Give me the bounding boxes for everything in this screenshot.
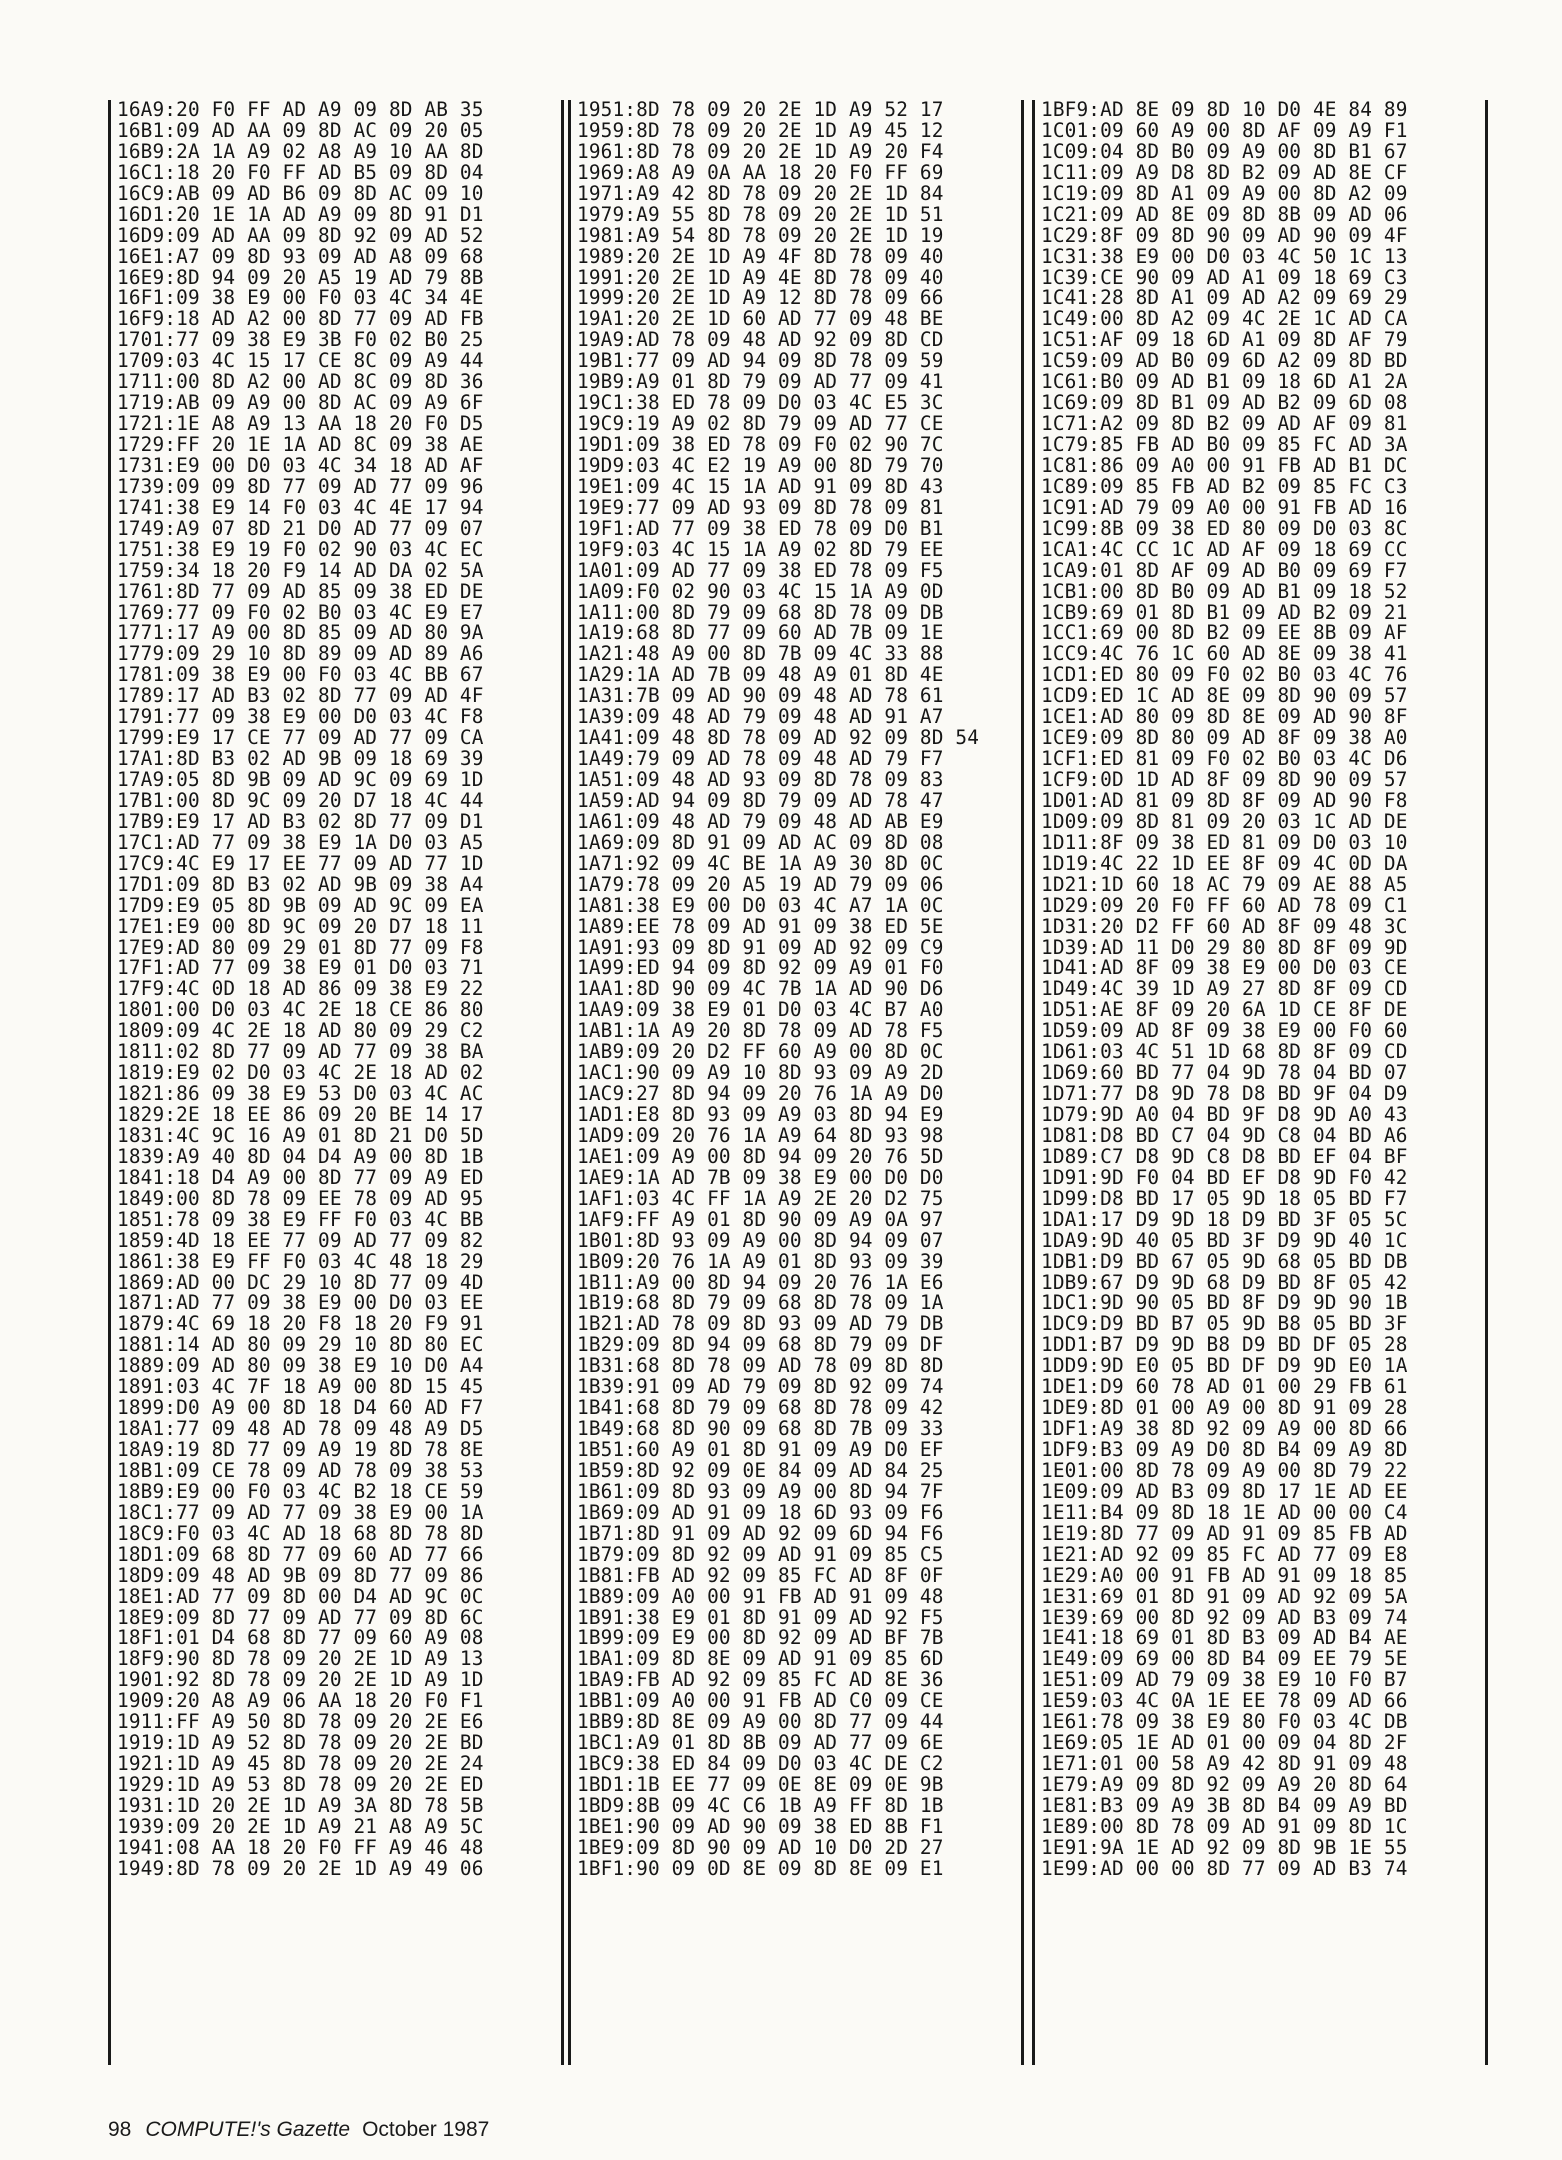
- listing-line: 1C71:A2 09 8D B2 09 AD AF 09 81: [1041, 412, 1408, 436]
- listing-line: 16D1:20 1E 1A AD A9 09 8D 91 D1: [117, 202, 484, 226]
- listing-line: 1E99:AD 00 00 8D 77 09 AD B3 74: [1041, 1856, 1408, 1880]
- listing-line: 1AD9:09 20 76 1A A9 64 8D 93 98: [577, 1123, 944, 1147]
- listing-line: 1DF9:B3 09 A9 D0 8D B4 09 A9 8D: [1041, 1438, 1408, 1461]
- listing-line: 18E9:09 8D 77 09 AD 77 09 8D 6C: [117, 1605, 484, 1629]
- listing-line: 1969:A8 A9 0A AA 18 20 F0 FF 69: [577, 160, 944, 184]
- listing-line: 18D9:09 48 AD 9B 09 8D 77 09 86: [117, 1563, 484, 1587]
- listing-line: 1A41:09 48 8D 78 09 AD 92 09 8D 54: [577, 726, 980, 750]
- listing-line: 1791:77 09 38 E9 00 D0 03 4C F8: [117, 705, 484, 729]
- listing-line: 1CF1:ED 81 09 F0 02 B0 03 4C D6: [1041, 747, 1408, 771]
- listing-line: 1711:00 8D A2 00 AD 8C 09 8D 36: [117, 370, 484, 394]
- listing-line: 16A9:20 F0 FF AD A9 09 8D AB 35: [117, 100, 484, 121]
- listing-line: 1AE9:1A AD 7B 09 38 E9 00 D0 D0: [577, 1165, 944, 1189]
- listing-line: 1DB9:67 D9 9D 68 D9 BD 8F 05 42: [1041, 1270, 1408, 1294]
- listing-line: 1AF9:FF A9 01 8D 90 09 A9 0A 97: [577, 1207, 944, 1231]
- listing-line: 1E09:09 AD B3 09 8D 17 1E AD EE: [1041, 1479, 1408, 1503]
- listing-line: 1E59:03 4C 0A 1E EE 78 09 AD 66: [1041, 1689, 1408, 1713]
- listing-line: 1BC1:A9 01 8D 8B 09 AD 77 09 6E: [577, 1731, 944, 1755]
- listing-line: 1E91:9A 1E AD 92 09 8D 9B 1E 55: [1041, 1835, 1408, 1859]
- listing-line: 1BB9:8D 8E 09 A9 00 8D 77 09 44: [577, 1710, 944, 1734]
- listing-line: 1771:17 A9 00 8D 85 09 AD 80 9A: [117, 621, 484, 645]
- listing-line: 16C9:AB 09 AD B6 09 8D AC 09 10: [117, 181, 484, 205]
- listing-line: 1B21:AD 78 09 8D 93 09 AD 79 DB: [577, 1312, 944, 1336]
- listing-line: 1779:09 29 10 8D 89 09 AD 89 A6: [117, 642, 484, 666]
- listing-column-1: [108, 100, 564, 2065]
- listing-line: 1879:4C 69 18 20 F8 18 20 F9 91: [117, 1312, 484, 1336]
- listing-line: 1C91:AD 79 09 A0 00 91 FB AD 16: [1041, 495, 1408, 519]
- listing-line: 1A99:ED 94 09 8D 92 09 A9 01 F0: [577, 956, 944, 980]
- listing-line: 1BD9:8B 09 4C C6 1B A9 FF 8D 1B: [577, 1793, 944, 1817]
- listing-line: 1DD1:B7 D9 9D B8 D9 BD DF 05 28: [1041, 1333, 1408, 1357]
- listing-line: 18B9:E9 00 F0 03 4C B2 18 CE 59: [117, 1479, 484, 1503]
- listing-line: 1C89:09 85 FB AD B2 09 85 FC C3: [1041, 474, 1408, 498]
- listing-line: 1AC9:27 8D 94 09 20 76 1A A9 D0: [577, 1082, 944, 1106]
- listing-line: 1B51:60 A9 01 8D 91 09 A9 D0 EF: [577, 1438, 944, 1461]
- listing-line: 17B9:E9 17 AD B3 02 8D 77 09 D1: [117, 809, 484, 833]
- listing-line: 1AA9:09 38 E9 01 D0 03 4C B7 A0: [577, 998, 944, 1022]
- listing-line: 1A59:AD 94 09 8D 79 09 AD 78 47: [577, 788, 944, 812]
- listing-line: 1749:A9 07 8D 21 D0 AD 77 09 07: [117, 516, 484, 540]
- listing-line: 1BC9:38 ED 84 09 D0 03 4C DE C2: [577, 1752, 944, 1776]
- listing-line: 1A31:7B 09 AD 90 09 48 AD 78 61: [577, 684, 944, 708]
- listing-line: 1D51:AE 8F 09 20 6A 1D CE 8F DE: [1041, 998, 1408, 1022]
- listing-line: 1B59:8D 92 09 0E 84 09 AD 84 25: [577, 1458, 944, 1482]
- listing-line: 1C61:B0 09 AD B1 09 18 6D A1 2A: [1041, 370, 1408, 394]
- listing-line: 1C41:28 8D A1 09 AD A2 09 69 29: [1041, 286, 1408, 310]
- listing-line: 1D61:03 4C 51 1D 68 8D 8F 09 CD: [1041, 1040, 1408, 1064]
- listing-line: 1B09:20 76 1A A9 01 8D 93 09 39: [577, 1249, 944, 1273]
- listing-line: 1A51:09 48 AD 93 09 8D 78 09 83: [577, 768, 944, 791]
- listing-line: 1861:38 E9 FF F0 03 4C 48 18 29: [117, 1249, 484, 1273]
- magazine-title: COMPUTE!'s Gazette: [145, 2118, 351, 2141]
- listing-line: 1901:92 8D 78 09 20 2E 1D A9 1D: [117, 1668, 484, 1692]
- listing-line: 1B79:09 8D 92 09 AD 91 09 85 C5: [577, 1542, 944, 1566]
- listing-line: 16F9:18 AD A2 00 8D 77 09 AD FB: [117, 307, 484, 331]
- listing-line: 1B19:68 8D 79 09 68 8D 78 09 1A: [577, 1291, 944, 1315]
- listing-line: 18A9:19 8D 77 09 A9 19 8D 78 8E: [117, 1438, 484, 1461]
- listing-line: 1DE1:D9 60 78 AD 01 00 29 FB 61: [1041, 1375, 1408, 1399]
- listing-line: 1799:E9 17 CE 77 09 AD 77 09 CA: [117, 726, 484, 750]
- listing-line: 1CC9:4C 76 1C 60 AD 8E 09 38 41: [1041, 642, 1408, 666]
- listing-line: 1839:A9 40 8D 04 D4 A9 00 8D 1B: [117, 1144, 484, 1168]
- listing-line: 1A09:F0 02 90 03 4C 15 1A A9 0D: [577, 579, 944, 603]
- listing-line: 1B69:09 AD 91 09 18 6D 93 09 F6: [577, 1500, 944, 1524]
- listing-line: 1E79:A9 09 8D 92 09 A9 20 8D 64: [1041, 1773, 1408, 1796]
- listing-line: 1AE1:09 A9 00 8D 94 09 20 76 5D: [577, 1144, 944, 1168]
- listing-line: 1D29:09 20 F0 FF 60 AD 78 09 C1: [1041, 893, 1408, 917]
- listing-line: 1921:1D A9 45 8D 78 09 20 2E 24: [117, 1752, 484, 1776]
- listing-line: 18E1:AD 77 09 8D 00 D4 AD 9C 0C: [117, 1584, 484, 1608]
- listing-line: 19A1:20 2E 1D 60 AD 77 09 48 BE: [577, 307, 944, 331]
- listing-line: 1A79:78 09 20 A5 19 AD 79 09 06: [577, 872, 944, 896]
- listing-line: 1811:02 8D 77 09 AD 77 09 38 BA: [117, 1040, 484, 1064]
- listing-line: 1C01:09 60 A9 00 8D AF 09 A9 F1: [1041, 118, 1408, 142]
- issue-date: October 1987: [362, 2118, 490, 2141]
- page-number: 98: [108, 2118, 132, 2141]
- listing-line: 1D11:8F 09 38 ED 81 09 D0 03 10: [1041, 830, 1408, 854]
- listing-line: 1DF1:A9 38 8D 92 09 A9 00 8D 66: [1041, 1417, 1408, 1441]
- listing-line: 19D9:03 4C E2 19 A9 00 8D 79 70: [577, 453, 944, 477]
- listing-line: 1931:1D 20 2E 1D A9 3A 8D 78 5B: [117, 1793, 484, 1817]
- listing-line: 1D89:C7 D8 9D C8 D8 BD EF 04 BF: [1041, 1144, 1408, 1168]
- listing-line: 1A39:09 48 AD 79 09 48 AD 91 A7: [577, 705, 944, 729]
- listing-line: 1CD9:ED 1C AD 8E 09 8D 90 09 57: [1041, 684, 1408, 708]
- listing-line: 1949:8D 78 09 20 2E 1D A9 49 06: [117, 1856, 484, 1880]
- listing-line: 1E29:A0 00 91 FB AD 91 09 18 85: [1041, 1563, 1408, 1587]
- listing-line: 1709:03 4C 15 17 CE 8C 09 A9 44: [117, 349, 484, 373]
- listing-line: 1CE1:AD 80 09 8D 8E 09 AD 90 8F: [1041, 705, 1408, 729]
- listing-line: 1789:17 AD B3 02 8D 77 09 AD 4F: [117, 684, 484, 708]
- listing-line: 1D41:AD 8F 09 38 E9 00 D0 03 CE: [1041, 956, 1408, 980]
- listing-line: 1871:AD 77 09 38 E9 00 D0 03 EE: [117, 1291, 484, 1315]
- listing-line: 1D49:4C 39 1D A9 27 8D 8F 09 CD: [1041, 977, 1408, 1001]
- listing-line: 1B49:68 8D 90 09 68 8D 7B 09 33: [577, 1417, 944, 1441]
- listing-line: 1849:00 8D 78 09 EE 78 09 AD 95: [117, 1186, 484, 1210]
- listing-line: 1891:03 4C 7F 18 A9 00 8D 15 45: [117, 1375, 484, 1399]
- listing-line: 1841:18 D4 A9 00 8D 77 09 A9 ED: [117, 1165, 484, 1189]
- listing-line: 1929:1D A9 53 8D 78 09 20 2E ED: [117, 1773, 484, 1796]
- listing-line: 1C59:09 AD B0 09 6D A2 09 8D BD: [1041, 349, 1408, 373]
- listing-line: 1E39:69 00 8D 92 09 AD B3 09 74: [1041, 1605, 1408, 1629]
- listing-line: 19F1:AD 77 09 38 ED 78 09 D0 B1: [577, 516, 944, 540]
- listing-line: 17C9:4C E9 17 EE 77 09 AD 77 1D: [117, 851, 484, 875]
- listing-line: 1A69:09 8D 91 09 AD AC 09 8D 08: [577, 830, 944, 854]
- listing-line: 19E1:09 4C 15 1A AD 91 09 8D 43: [577, 474, 944, 498]
- listing-line: 1D01:AD 81 09 8D 8F 09 AD 90 F8: [1041, 788, 1408, 812]
- listing-line: 1D31:20 D2 FF 60 AD 8F 09 48 3C: [1041, 914, 1408, 938]
- listing-line: 1B01:8D 93 09 A9 00 8D 94 09 07: [577, 1228, 944, 1252]
- listing-line: 18C1:77 09 AD 77 09 38 E9 00 1A: [117, 1500, 484, 1524]
- listing-line: 1E51:09 AD 79 09 38 E9 10 F0 B7: [1041, 1668, 1408, 1692]
- listing-line: 1C79:85 FB AD B0 09 85 FC AD 3A: [1041, 433, 1408, 456]
- listing-line: 1909:20 A8 A9 06 AA 18 20 F0 F1: [117, 1689, 484, 1713]
- listing-line: 1851:78 09 38 E9 FF F0 03 4C BB: [117, 1207, 484, 1231]
- listing-line: 1D91:9D F0 04 BD EF D8 9D F0 42: [1041, 1165, 1408, 1189]
- listing-line: 1E89:00 8D 78 09 AD 91 09 8D 1C: [1041, 1814, 1408, 1838]
- listing-line: 18F1:01 D4 68 8D 77 09 60 A9 08: [117, 1626, 484, 1650]
- listing-line: 1D09:09 8D 81 09 20 03 1C AD DE: [1041, 809, 1408, 833]
- listing-line: 17A9:05 8D 9B 09 AD 9C 09 69 1D: [117, 768, 484, 791]
- listing-line: 1AF1:03 4C FF 1A A9 2E 20 D2 75: [577, 1186, 944, 1210]
- listing-line: 1739:09 09 8D 77 09 AD 77 09 96: [117, 474, 484, 498]
- listing-line: 1BF9:AD 8E 09 8D 10 D0 4E 84 89: [1041, 100, 1408, 121]
- listing-line: 1A81:38 E9 00 D0 03 4C A7 1A 0C: [577, 893, 944, 917]
- listing-line: 1701:77 09 38 E9 3B F0 02 B0 25: [117, 328, 484, 352]
- listing-line: 1881:14 AD 80 09 29 10 8D 80 EC: [117, 1333, 484, 1357]
- listing-line: 1819:E9 02 D0 03 4C 2E 18 AD 02: [117, 1061, 484, 1085]
- listing-line: 1C19:09 8D A1 09 A9 00 8D A2 09: [1041, 181, 1408, 205]
- listing-line: 1DC9:D9 BD B7 05 9D B8 05 BD 3F: [1041, 1312, 1408, 1336]
- listing-line: 1E71:01 00 58 A9 42 8D 91 09 48: [1041, 1752, 1408, 1776]
- listing-line: 1DC1:9D 90 05 BD 8F D9 9D 90 1B: [1041, 1291, 1408, 1315]
- listing-line: 1A19:68 8D 77 09 60 AD 7B 09 1E: [577, 621, 944, 645]
- listing-line: 1AA1:8D 90 09 4C 7B 1A AD 90 D6: [577, 977, 944, 1001]
- listing-line: 1CF9:0D 1D AD 8F 09 8D 90 09 57: [1041, 768, 1408, 791]
- listing-line: 1C99:8B 09 38 ED 80 09 D0 03 8C: [1041, 516, 1408, 540]
- listing-line: 1DE9:8D 01 00 A9 00 8D 91 09 28: [1041, 1396, 1408, 1420]
- listing-line: 19A9:AD 78 09 48 AD 92 09 8D CD: [577, 328, 944, 352]
- listing-line: 1C39:CE 90 09 AD A1 09 18 69 C3: [1041, 265, 1408, 289]
- listing-line: 1781:09 38 E9 00 F0 03 4C BB 67: [117, 663, 484, 687]
- listing-line: 1E19:8D 77 09 AD 91 09 85 FB AD: [1041, 1521, 1408, 1545]
- listing-line: 1B41:68 8D 79 09 68 8D 78 09 42: [577, 1396, 944, 1420]
- listing-line: 1731:E9 00 D0 03 4C 34 18 AD AF: [117, 453, 484, 477]
- listing-line: 16D9:09 AD AA 09 8D 92 09 AD 52: [117, 223, 484, 247]
- listing-line: 18A1:77 09 48 AD 78 09 48 A9 D5: [117, 1417, 484, 1441]
- listing-line: 1889:09 AD 80 09 38 E9 10 D0 A4: [117, 1354, 484, 1378]
- listing-line: 17F1:AD 77 09 38 E9 01 D0 03 71: [117, 956, 484, 980]
- listing-line: 1DA9:9D 40 05 BD 3F D9 9D 40 1C: [1041, 1228, 1408, 1252]
- listing-line: 1AB9:09 20 D2 FF 60 A9 00 8D 0C: [577, 1040, 944, 1064]
- listing-line: 1AD1:E8 8D 93 09 A9 03 8D 94 E9: [577, 1103, 944, 1126]
- listing-line: 1E01:00 8D 78 09 A9 00 8D 79 22: [1041, 1458, 1408, 1482]
- listing-line: 16E1:A7 09 8D 93 09 AD A8 09 68: [117, 244, 484, 268]
- listing-line: 1979:A9 55 8D 78 09 20 2E 1D 51: [577, 202, 944, 226]
- listing-line: 1B91:38 E9 01 8D 91 09 AD 92 F5: [577, 1605, 944, 1629]
- listing-line: 1759:34 18 20 F9 14 AD DA 02 5A: [117, 558, 484, 582]
- listing-line: 1831:4C 9C 16 A9 01 8D 21 D0 5D: [117, 1123, 484, 1147]
- listing-line: 1C69:09 8D B1 09 AD B2 09 6D 08: [1041, 391, 1408, 415]
- listing-line: 16B9:2A 1A A9 02 A8 A9 10 AA 8D: [117, 139, 484, 163]
- listing-line: 1BD1:1B EE 77 09 0E 8E 09 0E 9B: [577, 1773, 944, 1796]
- listing-line: 16C1:18 20 F0 FF AD B5 09 8D 04: [117, 160, 484, 184]
- listing-line: 1751:38 E9 19 F0 02 90 03 4C EC: [117, 537, 484, 561]
- listing-column-3: [1032, 100, 1488, 2065]
- listing-line: 1829:2E 18 EE 86 09 20 BE 14 17: [117, 1103, 484, 1126]
- listing-line: 17E1:E9 00 8D 9C 09 20 D7 18 11: [117, 914, 484, 938]
- listing-line: 1BE9:09 8D 90 09 AD 10 D0 2D 27: [577, 1835, 944, 1859]
- listing-line: 1BF1:90 09 0D 8E 09 8D 8E 09 E1: [577, 1856, 944, 1880]
- listing-line: 1C51:AF 09 18 6D A1 09 8D AF 79: [1041, 328, 1408, 352]
- listing-line: 1A49:79 09 AD 78 09 48 AD 79 F7: [577, 747, 944, 771]
- listing-line: 1C31:38 E9 00 D0 03 4C 50 1C 13: [1041, 244, 1408, 268]
- listing-line: 1E61:78 09 38 E9 80 F0 03 4C DB: [1041, 1710, 1408, 1734]
- listing-line: 1CA1:4C CC 1C AD AF 09 18 69 CC: [1041, 537, 1408, 561]
- listing-line: 1BA9:FB AD 92 09 85 FC AD 8E 36: [577, 1668, 944, 1692]
- listing-line: 1C29:8F 09 8D 90 09 AD 90 09 4F: [1041, 223, 1408, 247]
- listing-line: 19D1:09 38 ED 78 09 F0 02 90 7C: [577, 433, 944, 456]
- listing-line: 1E81:B3 09 A9 3B 8D B4 09 A9 BD: [1041, 1793, 1408, 1817]
- listing-line: 1719:AB 09 A9 00 8D AC 09 A9 6F: [117, 391, 484, 415]
- listing-line: 1C09:04 8D B0 09 A9 00 8D B1 67: [1041, 139, 1408, 163]
- listing-line: 1DA1:17 D9 9D 18 D9 BD 3F 05 5C: [1041, 1207, 1408, 1231]
- listing-line: 1729:FF 20 1E 1A AD 8C 09 38 AE: [117, 433, 484, 456]
- listing-line: 1B39:91 09 AD 79 09 8D 92 09 74: [577, 1375, 944, 1399]
- listing-line: 1DB1:D9 BD 67 05 9D 68 05 BD DB: [1041, 1249, 1408, 1273]
- listing-line: 1AC1:90 09 A9 10 8D 93 09 A9 2D: [577, 1061, 944, 1085]
- listing-line: 16B1:09 AD AA 09 8D AC 09 20 05: [117, 118, 484, 142]
- listing-line: 1989:20 2E 1D A9 4F 8D 78 09 40: [577, 244, 944, 268]
- listing-line: 19B1:77 09 AD 94 09 8D 78 09 59: [577, 349, 944, 373]
- listing-line: 1BE1:90 09 AD 90 09 38 ED 8B F1: [577, 1814, 944, 1838]
- listing-line: 17A1:8D B3 02 AD 9B 09 18 69 39: [117, 747, 484, 771]
- listing-line: 1991:20 2E 1D A9 4E 8D 78 09 40: [577, 265, 944, 289]
- listing-line: 1959:8D 78 09 20 2E 1D A9 45 12: [577, 118, 944, 142]
- listing-line: 1A89:EE 78 09 AD 91 09 38 ED 5E: [577, 914, 944, 938]
- listing-line: 19C9:19 A9 02 8D 79 09 AD 77 CE: [577, 412, 944, 436]
- listing-line: 1B11:A9 00 8D 94 09 20 76 1A E6: [577, 1270, 944, 1294]
- listing-line: 1D69:60 BD 77 04 9D 78 04 BD 07: [1041, 1061, 1408, 1085]
- listing-line: 1D71:77 D8 9D 78 D8 BD 9F 04 D9: [1041, 1082, 1408, 1106]
- listing-line: 1BA1:09 8D 8E 09 AD 91 09 85 6D: [577, 1647, 944, 1671]
- listing-line: 1E41:18 69 01 8D B3 09 AD B4 AE: [1041, 1626, 1408, 1650]
- listing-line: 1E21:AD 92 09 85 FC AD 77 09 E8: [1041, 1542, 1408, 1566]
- listing-line: 1E31:69 01 8D 91 09 AD 92 09 5A: [1041, 1584, 1408, 1608]
- listing-line: 1981:A9 54 8D 78 09 20 2E 1D 19: [577, 223, 944, 247]
- listing-line: 1A61:09 48 AD 79 09 48 AD AB E9: [577, 809, 944, 833]
- listing-line: 17F9:4C 0D 18 AD 86 09 38 E9 22: [117, 977, 484, 1001]
- listing-line: 1A29:1A AD 7B 09 48 A9 01 8D 4E: [577, 663, 944, 687]
- listing-line: 17E9:AD 80 09 29 01 8D 77 09 F8: [117, 935, 484, 959]
- listing-line: 1DD9:9D E0 05 BD DF D9 9D E0 1A: [1041, 1354, 1408, 1378]
- listing-line: 1859:4D 18 EE 77 09 AD 77 09 82: [117, 1228, 484, 1252]
- listing-line: 1D21:1D 60 18 AC 79 09 AE 88 A5: [1041, 872, 1408, 896]
- listing-line: 1B99:09 E9 00 8D 92 09 AD BF 7B: [577, 1626, 944, 1650]
- listing-line: 1E49:09 69 00 8D B4 09 EE 79 5E: [1041, 1647, 1408, 1671]
- listing-line: 1B71:8D 91 09 AD 92 09 6D 94 F6: [577, 1521, 944, 1545]
- listing-line: 17D9:E9 05 8D 9B 09 AD 9C 09 EA: [117, 893, 484, 917]
- listing-line: 1CC1:69 00 8D B2 09 EE 8B 09 AF: [1041, 621, 1408, 645]
- listing-line: 19C1:38 ED 78 09 D0 03 4C E5 3C: [577, 391, 944, 415]
- listing-column-2: [568, 100, 1024, 2065]
- listing-line: 1B61:09 8D 93 09 A9 00 8D 94 7F: [577, 1479, 944, 1503]
- listing-line: 1B29:09 8D 94 09 68 8D 79 09 DF: [577, 1333, 944, 1357]
- listing-line: 19B9:A9 01 8D 79 09 AD 77 09 41: [577, 370, 944, 394]
- listing-line: 1999:20 2E 1D A9 12 8D 78 09 66: [577, 286, 944, 310]
- listing-line: 1951:8D 78 09 20 2E 1D A9 52 17: [577, 100, 944, 121]
- listing-line: 1D99:D8 BD 17 05 9D 18 05 BD F7: [1041, 1186, 1408, 1210]
- listing-line: 1721:1E A8 A9 13 AA 18 20 F0 D5: [117, 412, 484, 436]
- listing-line: 1A01:09 AD 77 09 38 ED 78 09 F5: [577, 558, 944, 582]
- listing-line: 16E9:8D 94 09 20 A5 19 AD 79 8B: [117, 265, 484, 289]
- listing-line: 1D19:4C 22 1D EE 8F 09 4C 0D DA: [1041, 851, 1408, 875]
- listing-line: 18B1:09 CE 78 09 AD 78 09 38 53: [117, 1458, 484, 1482]
- listing-line: 1C21:09 AD 8E 09 8D 8B 09 AD 06: [1041, 202, 1408, 226]
- listing-line: 19E9:77 09 AD 93 09 8D 78 09 81: [577, 495, 944, 519]
- listing-line: 1BB1:09 A0 00 91 FB AD C0 09 CE: [577, 1689, 944, 1713]
- listing-line: 1D59:09 AD 8F 09 38 E9 00 F0 60: [1041, 1019, 1408, 1043]
- listing-line: 1A71:92 09 4C BE 1A A9 30 8D 0C: [577, 851, 944, 875]
- listing-line: 17C1:AD 77 09 38 E9 1A D0 03 A5: [117, 830, 484, 854]
- listing-line: 1899:D0 A9 00 8D 18 D4 60 AD F7: [117, 1396, 484, 1420]
- listing-line: 18D1:09 68 8D 77 09 60 AD 77 66: [117, 1542, 484, 1566]
- listing-line: 1CE9:09 8D 80 09 AD 8F 09 38 A0: [1041, 726, 1408, 750]
- listing-line: 1C49:00 8D A2 09 4C 2E 1C AD CA: [1041, 307, 1408, 331]
- listing-line: 1A91:93 09 8D 91 09 AD 92 09 C9: [577, 935, 944, 959]
- listing-line: 1AB1:1A A9 20 8D 78 09 AD 78 F5: [577, 1019, 944, 1043]
- listing-line: 1CD1:ED 80 09 F0 02 B0 03 4C 76: [1041, 663, 1408, 687]
- listing-line: 1869:AD 00 DC 29 10 8D 77 09 4D: [117, 1270, 484, 1294]
- listing-line: 1CA9:01 8D AF 09 AD B0 09 69 F7: [1041, 558, 1408, 582]
- listing-line: 1B31:68 8D 78 09 AD 78 09 8D 8D: [577, 1354, 944, 1378]
- listing-line: 1CB1:00 8D B0 09 AD B1 09 18 52: [1041, 579, 1408, 603]
- listing-line: 1D81:D8 BD C7 04 9D C8 04 BD A6: [1041, 1123, 1408, 1147]
- listing-line: 1CB9:69 01 8D B1 09 AD B2 09 21: [1041, 600, 1408, 624]
- listing-line: 1E11:B4 09 8D 18 1E AD 00 00 C4: [1041, 1500, 1408, 1524]
- listing-line: 1C81:86 09 A0 00 91 FB AD B1 DC: [1041, 453, 1408, 477]
- listing-line: 1741:38 E9 14 F0 03 4C 4E 17 94: [117, 495, 484, 519]
- listing-line: 1941:08 AA 18 20 F0 FF A9 46 48: [117, 1835, 484, 1859]
- listing-line: 1A11:00 8D 79 09 68 8D 78 09 DB: [577, 600, 944, 624]
- listing-line: 16F1:09 38 E9 00 F0 03 4C 34 4E: [117, 286, 484, 310]
- listing-line: 1769:77 09 F0 02 B0 03 4C E9 E7: [117, 600, 484, 624]
- listing-line: 1911:FF A9 50 8D 78 09 20 2E E6: [117, 1710, 484, 1734]
- listing-line: 17B1:00 8D 9C 09 20 D7 18 4C 44: [117, 788, 484, 812]
- listing-line: 1961:8D 78 09 20 2E 1D A9 20 F4: [577, 139, 944, 163]
- page-footer: [108, 2118, 489, 2142]
- listing-line: 19F9:03 4C 15 1A A9 02 8D 79 EE: [577, 537, 944, 561]
- listing-line: 1919:1D A9 52 8D 78 09 20 2E BD: [117, 1731, 484, 1755]
- listing-line: 18F9:90 8D 78 09 20 2E 1D A9 13: [117, 1647, 484, 1671]
- listing-line: 1E69:05 1E AD 01 00 09 04 8D 2F: [1041, 1731, 1408, 1755]
- listing-line: 1A21:48 A9 00 8D 7B 09 4C 33 88: [577, 642, 944, 666]
- listing-line: 1821:86 09 38 E9 53 D0 03 4C AC: [117, 1082, 484, 1106]
- listing-line: 1801:00 D0 03 4C 2E 18 CE 86 80: [117, 998, 484, 1022]
- listing-line: 1B81:FB AD 92 09 85 FC AD 8F 0F: [577, 1563, 944, 1587]
- listing-line: 1971:A9 42 8D 78 09 20 2E 1D 84: [577, 181, 944, 205]
- listing-line: 17D1:09 8D B3 02 AD 9B 09 38 A4: [117, 872, 484, 896]
- listing-line: 1D39:AD 11 D0 29 80 8D 8F 09 9D: [1041, 935, 1408, 959]
- listing-line: 1809:09 4C 2E 18 AD 80 09 29 C2: [117, 1019, 484, 1043]
- listing-line: 1C11:09 A9 D8 8D B2 09 AD 8E CF: [1041, 160, 1408, 184]
- listing-line: 1D79:9D A0 04 BD 9F D8 9D A0 43: [1041, 1103, 1408, 1126]
- listing-line: 1B89:09 A0 00 91 FB AD 91 09 48: [577, 1584, 944, 1608]
- listing-line: 18C9:F0 03 4C AD 18 68 8D 78 8D: [117, 1521, 484, 1545]
- listing-line: 1761:8D 77 09 AD 85 09 38 ED DE: [117, 579, 484, 603]
- listing-line: 1939:09 20 2E 1D A9 21 A8 A9 5C: [117, 1814, 484, 1838]
